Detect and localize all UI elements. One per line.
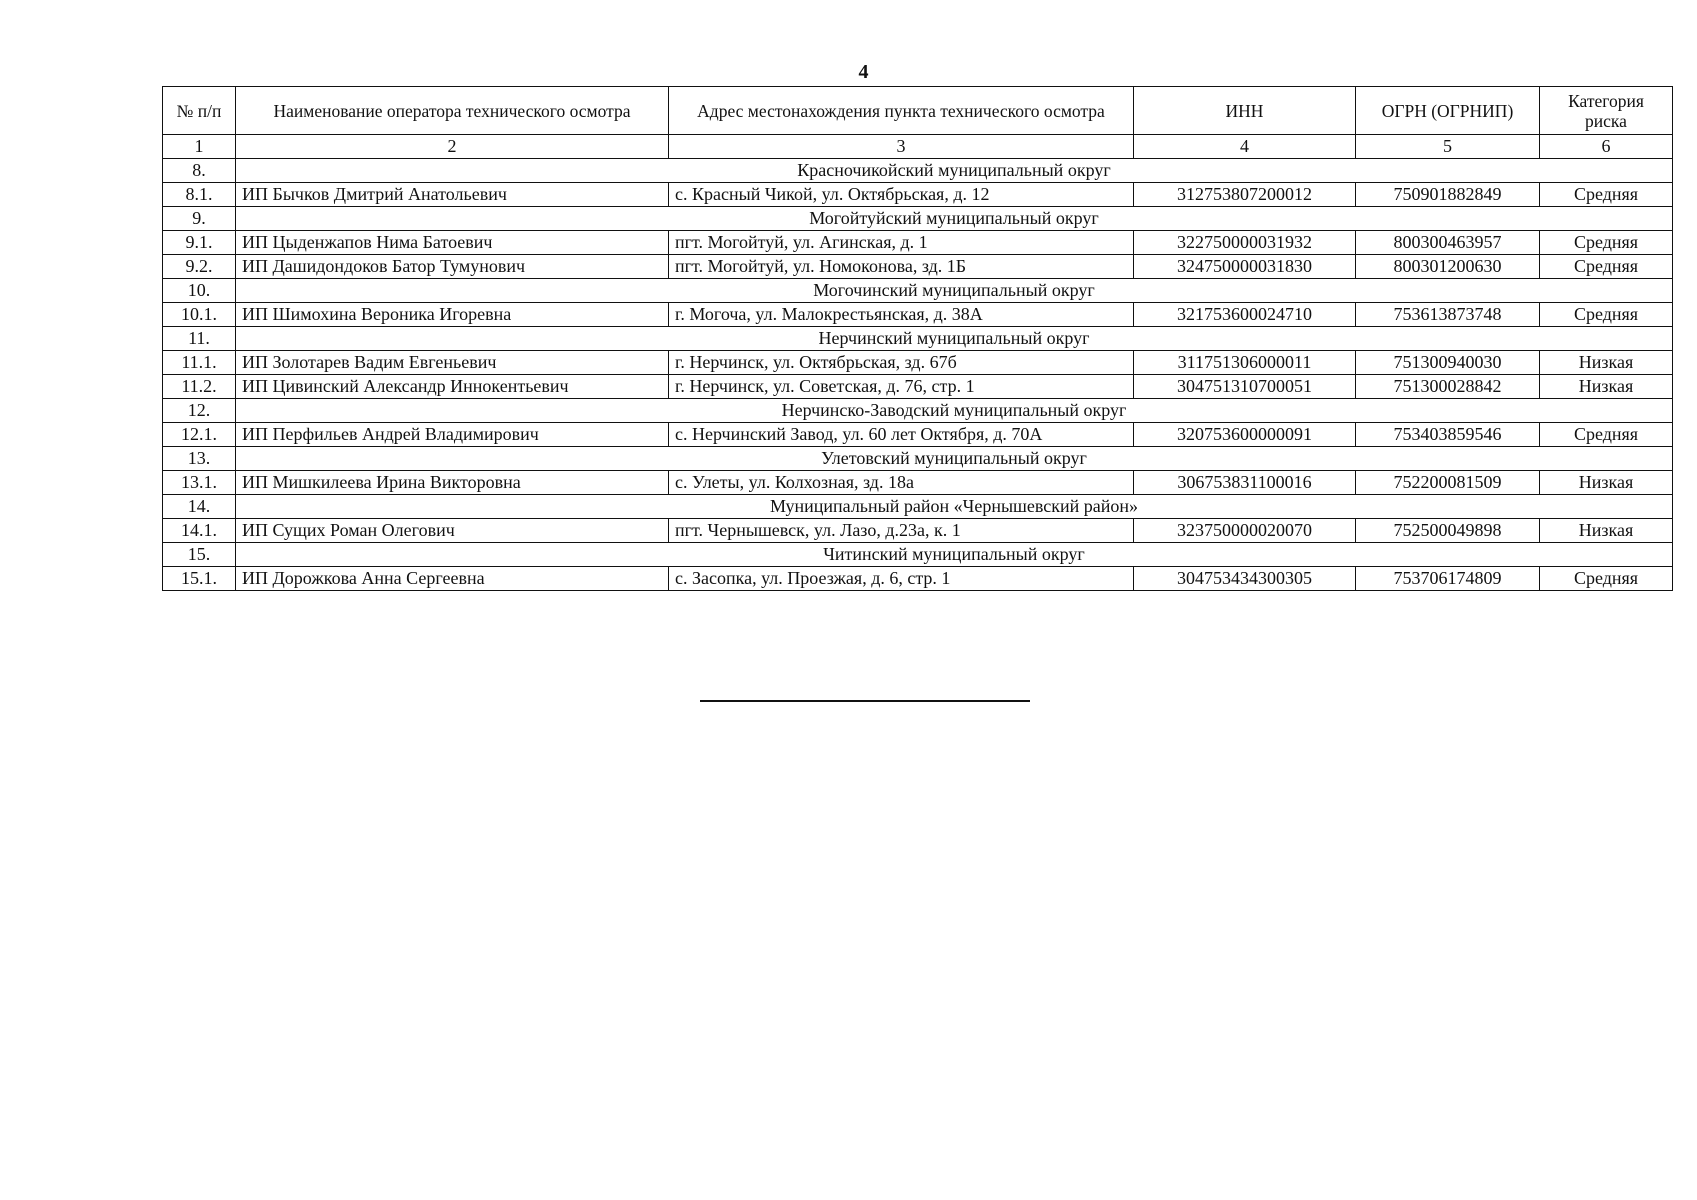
operator-inn: 304753434300305 [1134, 567, 1356, 591]
risk-category: Средняя [1540, 231, 1673, 255]
table-row [163, 183, 1673, 207]
operator-name: ИП Сущих Роман Олегович [236, 519, 669, 543]
district-number: 11. [163, 327, 236, 351]
risk-category: Низкая [1540, 351, 1673, 375]
operator-ogrn: 752200081509 [1356, 471, 1540, 495]
row-number: 10.1. [163, 303, 236, 327]
operator-address: г. Могоча, ул. Малокрестьянская, д. 38А [669, 303, 1134, 327]
operator-name: ИП Шимохина Вероника Игоревна [236, 303, 669, 327]
column-number: 6 [1540, 135, 1673, 159]
row-number: 11.2. [163, 375, 236, 399]
table-row [163, 231, 1673, 255]
operator-ogrn: 800300463957 [1356, 231, 1540, 255]
operator-inn: 323750000020070 [1134, 519, 1356, 543]
table-header-row [163, 87, 1673, 135]
row-number: 11.1. [163, 351, 236, 375]
table-body [163, 159, 1673, 591]
operator-name: ИП Дорожкова Анна Сергеевна [236, 567, 669, 591]
district-name: Могойтуйский муниципальный округ [236, 207, 1673, 231]
operator-address: пгт. Могойтуй, ул. Номоконова, зд. 1Б [669, 255, 1134, 279]
district-name: Могочинский муниципальный округ [236, 279, 1673, 303]
district-number: 10. [163, 279, 236, 303]
operator-address: с. Красный Чикой, ул. Октябрьская, д. 12 [669, 183, 1134, 207]
district-name: Читинский муниципальный округ [236, 543, 1673, 567]
table-row [163, 351, 1673, 375]
page-number: 4 [858, 61, 869, 83]
district-row [163, 159, 1673, 183]
column-number-row [163, 135, 1673, 159]
header-address: Адрес местонахождения пункта технического осмотра [669, 87, 1134, 135]
row-number: 15.1. [163, 567, 236, 591]
operator-inn: 304751310700051 [1134, 375, 1356, 399]
table-row [163, 471, 1673, 495]
operator-inn: 311751306000011 [1134, 351, 1356, 375]
row-number: 13.1. [163, 471, 236, 495]
table-row [163, 567, 1673, 591]
operator-ogrn: 800301200630 [1356, 255, 1540, 279]
operator-name: ИП Мишкилеева Ирина Викторовна [236, 471, 669, 495]
operator-inn: 321753600024710 [1134, 303, 1356, 327]
operator-address: с. Засопка, ул. Проезжая, д. 6, стр. 1 [669, 567, 1134, 591]
header-num: № п/п [163, 87, 236, 135]
district-row [163, 543, 1673, 567]
district-number: 9. [163, 207, 236, 231]
operator-address: с. Нерчинский Завод, ул. 60 лет Октября, д. 70А [669, 423, 1134, 447]
column-number: 3 [669, 135, 1134, 159]
risk-category: Низкая [1540, 471, 1673, 495]
district-number: 13. [163, 447, 236, 471]
operators-table [162, 86, 1673, 591]
district-row [163, 207, 1673, 231]
table-row [163, 423, 1673, 447]
column-number: 5 [1356, 135, 1540, 159]
district-row [163, 279, 1673, 303]
district-name: Муниципальный район «Чернышевский район» [236, 495, 1673, 519]
operator-ogrn: 753613873748 [1356, 303, 1540, 327]
header-ogrn: ОГРН (ОГРНИП) [1356, 87, 1540, 135]
operator-ogrn: 751300940030 [1356, 351, 1540, 375]
header-inn: ИНН [1134, 87, 1356, 135]
district-name: Улетовский муниципальный округ [236, 447, 1673, 471]
operator-ogrn: 751300028842 [1356, 375, 1540, 399]
operator-address: г. Нерчинск, ул. Советская, д. 76, стр. 1 [669, 375, 1134, 399]
operator-inn: 320753600000091 [1134, 423, 1356, 447]
operator-name: ИП Бычков Дмитрий Анатольевич [236, 183, 669, 207]
operator-inn: 306753831100016 [1134, 471, 1356, 495]
operator-address: пгт. Могойтуй, ул. Агинская, д. 1 [669, 231, 1134, 255]
end-divider-line [700, 700, 1030, 702]
operator-name: ИП Цивинский Александр Иннокентьевич [236, 375, 669, 399]
column-number: 4 [1134, 135, 1356, 159]
risk-category: Низкая [1540, 519, 1673, 543]
operator-inn: 322750000031932 [1134, 231, 1356, 255]
row-number: 9.1. [163, 231, 236, 255]
table-row [163, 375, 1673, 399]
district-name: Красночикойский муниципальный округ [236, 159, 1673, 183]
risk-category: Средняя [1540, 423, 1673, 447]
operator-address: с. Улеты, ул. Колхозная, зд. 18а [669, 471, 1134, 495]
district-number: 15. [163, 543, 236, 567]
district-number: 14. [163, 495, 236, 519]
district-row [163, 447, 1673, 471]
operator-ogrn: 753706174809 [1356, 567, 1540, 591]
district-number: 12. [163, 399, 236, 423]
district-name: Нерчинский муниципальный округ [236, 327, 1673, 351]
operator-inn: 324750000031830 [1134, 255, 1356, 279]
operator-ogrn: 753403859546 [1356, 423, 1540, 447]
header-risk: Категория риска [1540, 87, 1673, 135]
table-row [163, 519, 1673, 543]
table-row [163, 255, 1673, 279]
operator-ogrn: 750901882849 [1356, 183, 1540, 207]
risk-category: Средняя [1540, 183, 1673, 207]
district-row [163, 327, 1673, 351]
district-number: 8. [163, 159, 236, 183]
row-number: 9.2. [163, 255, 236, 279]
header-name: Наименование оператора технического осмотра [236, 87, 669, 135]
district-row [163, 399, 1673, 423]
risk-category: Низкая [1540, 375, 1673, 399]
district-name: Нерчинско-Заводский муниципальный округ [236, 399, 1673, 423]
risk-category: Средняя [1540, 567, 1673, 591]
operator-name: ИП Цыденжапов Нима Батоевич [236, 231, 669, 255]
operator-inn: 312753807200012 [1134, 183, 1356, 207]
table-row [163, 303, 1673, 327]
operator-name: ИП Золотарев Вадим Евгеньевич [236, 351, 669, 375]
operator-name: ИП Перфильев Андрей Владимирович [236, 423, 669, 447]
row-number: 14.1. [163, 519, 236, 543]
district-row [163, 495, 1673, 519]
operator-address: пгт. Чернышевск, ул. Лазо, д.23а, к. 1 [669, 519, 1134, 543]
operator-name: ИП Дашидондоков Батор Тумунович [236, 255, 669, 279]
risk-category: Средняя [1540, 255, 1673, 279]
row-number: 12.1. [163, 423, 236, 447]
operator-ogrn: 752500049898 [1356, 519, 1540, 543]
operator-address: г. Нерчинск, ул. Октябрьская, зд. 67б [669, 351, 1134, 375]
row-number: 8.1. [163, 183, 236, 207]
risk-category: Средняя [1540, 303, 1673, 327]
column-number: 2 [236, 135, 669, 159]
column-number: 1 [163, 135, 236, 159]
